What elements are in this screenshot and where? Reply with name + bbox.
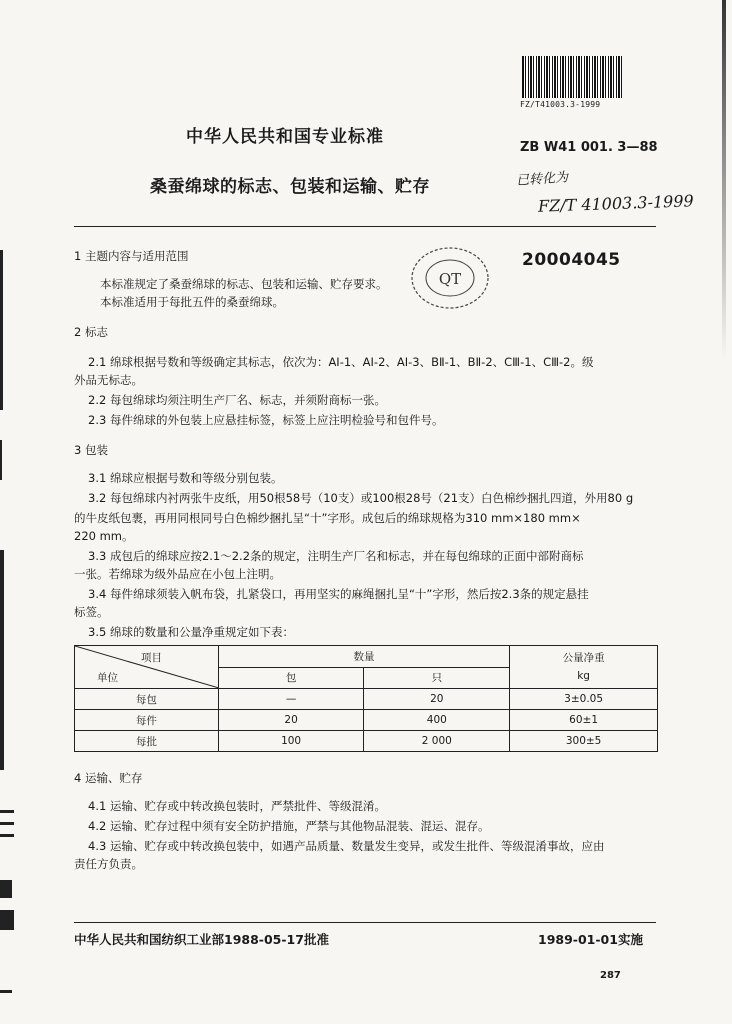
table-corner-cell	[75, 646, 219, 689]
standard-code: ZB W41 001. 3—88	[520, 140, 658, 155]
section-4-heading: 4 运输、贮存	[74, 771, 143, 785]
effective-date: 1989-01-01实施	[538, 932, 643, 947]
header-rule	[74, 226, 656, 227]
clause-4-3: 4.3 运输、贮存或中转改换包装中，如遇产品质量、数量发生变异，或发生批件、等级混淆事故，应由	[88, 839, 605, 853]
section-2-heading: 2 标志	[74, 325, 108, 339]
scan-edge-right	[722, 0, 726, 360]
section-3-heading: 3 包装	[74, 443, 108, 457]
table-row	[75, 689, 658, 710]
clause-3-4: 3.4 每件绵球须装入帆布袋，扎紧袋口，再用坚实的麻绳捆扎呈“十”字形，然后按2.3条的规定悬挂	[88, 587, 589, 601]
clause-3-2-cont-2: 220 mm。	[74, 529, 134, 543]
corner-label-unit: 单位	[97, 672, 118, 684]
table-row	[75, 731, 658, 752]
section-1-para-2: 本标准适用于每批五件的桑蚕绵球。	[100, 295, 284, 309]
clause-2-1: 2.1 绵球根据号数和等级确定其标志，依次为：AⅠ-1、AⅠ-2、AⅠ-3、BⅡ-1、BⅡ-2、CⅢ-1、CⅢ-2。级	[88, 355, 594, 369]
cell-bao: 100	[218, 731, 364, 752]
barcode-text: FZ/T41003.3-1999	[520, 100, 601, 109]
col-header-bao: 包	[218, 667, 364, 689]
cell-bao: —	[218, 689, 364, 710]
net-weight-unit: kg	[577, 670, 590, 682]
cell-weight: 300±5	[510, 731, 658, 752]
cell-weight: 60±1	[510, 710, 658, 731]
cell-zhi: 20	[364, 689, 510, 710]
inspection-stamp	[408, 244, 492, 312]
table-row	[75, 710, 658, 731]
cell-weight: 3±0.05	[510, 689, 658, 710]
cell-zhi: 2 000	[364, 731, 510, 752]
clause-3-4-cont: 标签。	[74, 605, 109, 619]
clause-3-3-cont: 一张。若绵球为级外品应在小包上注明。	[74, 567, 281, 581]
row-label: 每件	[75, 710, 219, 731]
row-label: 每批	[75, 731, 219, 752]
clause-4-1: 4.1 运输、贮存或中转改换包装时，严禁批件、等级混淆。	[88, 799, 386, 813]
document-title: 桑蚕绵球的标志、包装和运输、贮存	[150, 177, 430, 197]
clause-2-2: 2.2 每包绵球均须注明生产厂名、标志，并须附商标一张。	[88, 393, 386, 407]
footer-rule	[74, 922, 656, 923]
stamp-code: 20004045	[522, 250, 621, 270]
clause-3-2: 3.2 每包绵球内衬两张牛皮纸，用50根58号（10支）或100根28号（21支）白色棉纱捆扎四道，外用80 g	[88, 491, 634, 505]
stamp-center-text: QT	[438, 270, 462, 288]
clause-4-3-cont: 责任方负责。	[74, 857, 143, 871]
handwritten-note-2: FZ/T 41003.3-1999	[537, 191, 694, 216]
net-weight-label: 公量净重	[562, 652, 605, 664]
col-header-zhi: 只	[364, 667, 510, 689]
handwritten-note-1: 已转化为	[515, 170, 569, 189]
clause-2-3: 2.3 每件绵球的外包装上应悬挂标签，标签上应注明检验号和包件号。	[88, 413, 444, 427]
section-1-heading: 1 主题内容与适用范围	[74, 249, 189, 263]
clause-3-2-cont-1: 的牛皮纸包裹，再用同根同号白色棉纱捆扎呈“十”字形。成包后的绵球规格为310 mm×180 mm×	[74, 511, 581, 525]
clause-3-3: 3.3 成包后的绵球应按2.1～2.2条的规定，注明生产厂名和标志，并在每包绵球的正面中部附商标	[88, 549, 584, 563]
cell-bao: 20	[218, 710, 364, 731]
approval-line: 中华人民共和国纺织工业部1988-05-17批准	[74, 932, 329, 947]
corner-label-item: 项目	[141, 652, 162, 664]
table-header-row	[75, 646, 658, 668]
page-number: 287	[600, 970, 621, 981]
section-1-para-1: 本标准规定了桑蚕绵球的标志、包装和运输、贮存要求。	[100, 277, 388, 291]
cell-zhi: 400	[364, 710, 510, 731]
quantity-header: 数量	[218, 646, 509, 668]
scan-edge-left	[0, 250, 22, 1020]
clause-2-1-cont: 外品无标志。	[74, 373, 143, 387]
barcode	[522, 56, 622, 98]
net-weight-header	[510, 646, 658, 689]
row-label: 每包	[75, 689, 219, 710]
quantity-weight-table	[74, 645, 658, 752]
clause-3-5: 3.5 绵球的数量和公量净重规定如下表：	[88, 625, 294, 639]
clause-4-2: 4.2 运输、贮存过程中须有安全防护措施，严禁与其他物品混装、混运、混存。	[88, 819, 490, 833]
clause-3-1: 3.1 绵球应根据号数和等级分别包装。	[88, 471, 283, 485]
standard-type: 中华人民共和国专业标准	[186, 127, 384, 147]
